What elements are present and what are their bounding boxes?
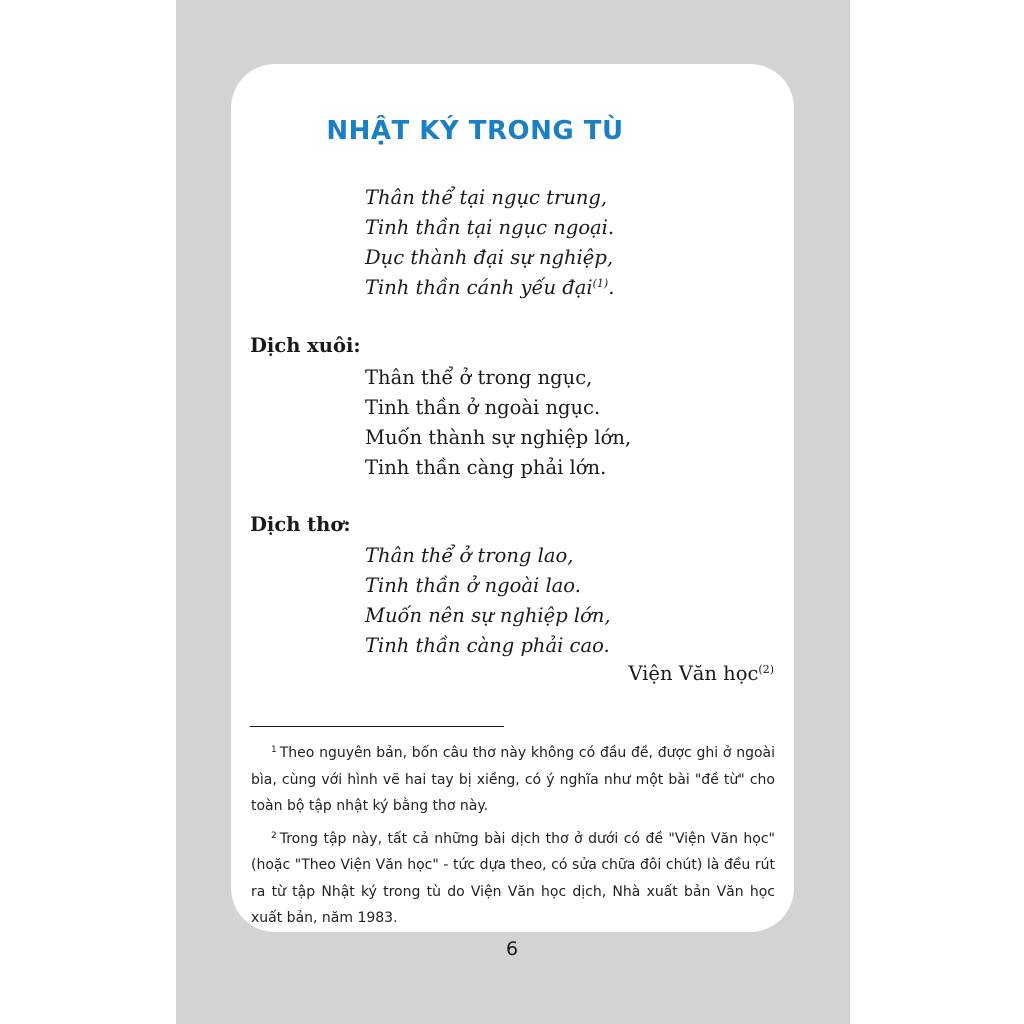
footnote-ref-1[interactable]: (1) — [592, 277, 609, 290]
verse-line: Thân thể tại ngục trung, — [365, 186, 608, 209]
verse-line: Thân thể ở trong lao, — [365, 544, 574, 567]
verse-line: Tinh thần tại ngục ngoại. — [365, 216, 615, 239]
translation-credit: Viện Văn học$^{(2)}$ — [628, 662, 774, 685]
page-title: NHẬT KÝ TRONG TÙ — [326, 116, 624, 146]
verse-line: Tinh thần ở ngoài ngục. — [365, 396, 601, 419]
verse-line: Tinh thần cánh yếu đại$^{(1)}$. — [365, 276, 615, 299]
verse-line: Tinh thần càng phải cao. — [365, 634, 610, 657]
verse-line: Thân thể ở trong ngục, — [365, 366, 593, 389]
original-verse — [365, 183, 614, 303]
footnote-item: $^1$ Theo nguyên bản, bốn câu thơ này không có đầu đề, được ghi ở ngoài bìa, cùng với hình vẽ hai tay bị xiềng, có ý nghĩa như một bài "đề từ" cho toàn bộ tập nhật ký bằng thơ này. — [251, 745, 775, 814]
footnote-ref-2[interactable]: (2) — [758, 663, 774, 676]
prose-heading: Dịch xuôi: — [250, 334, 361, 357]
page-number: 6 — [505, 938, 519, 960]
verse-line: Muốn thành sự nghiệp lớn, — [365, 426, 632, 449]
verse-line: Muốn nên sự nghiệp lớn, — [365, 604, 611, 627]
poem-heading: Dịch thơ: — [250, 513, 351, 536]
verse-line: Dục thành đại sự nghiệp, — [365, 246, 614, 269]
footnotes — [251, 740, 775, 938]
prose-translation — [365, 363, 631, 483]
footnote-divider — [250, 726, 504, 727]
verse-line: Tinh thần càng phải lớn. — [365, 456, 607, 479]
verse-line: Tinh thần ở ngoài lao. — [365, 574, 581, 597]
footnote-item: $^2$ Trong tập này, tất cả những bài dịch thơ ở dưới có đề "Viện Văn học" (hoặc "Theo Viện Văn học" - tức dựa theo, có sửa chữa đôi chút) là đều rút ra từ tập Nhật ký trong tù do Viện Văn học dịch, Nhà xuất bản Văn học xuất bản, năm 1983. — [251, 830, 775, 926]
poem-translation — [365, 541, 611, 661]
